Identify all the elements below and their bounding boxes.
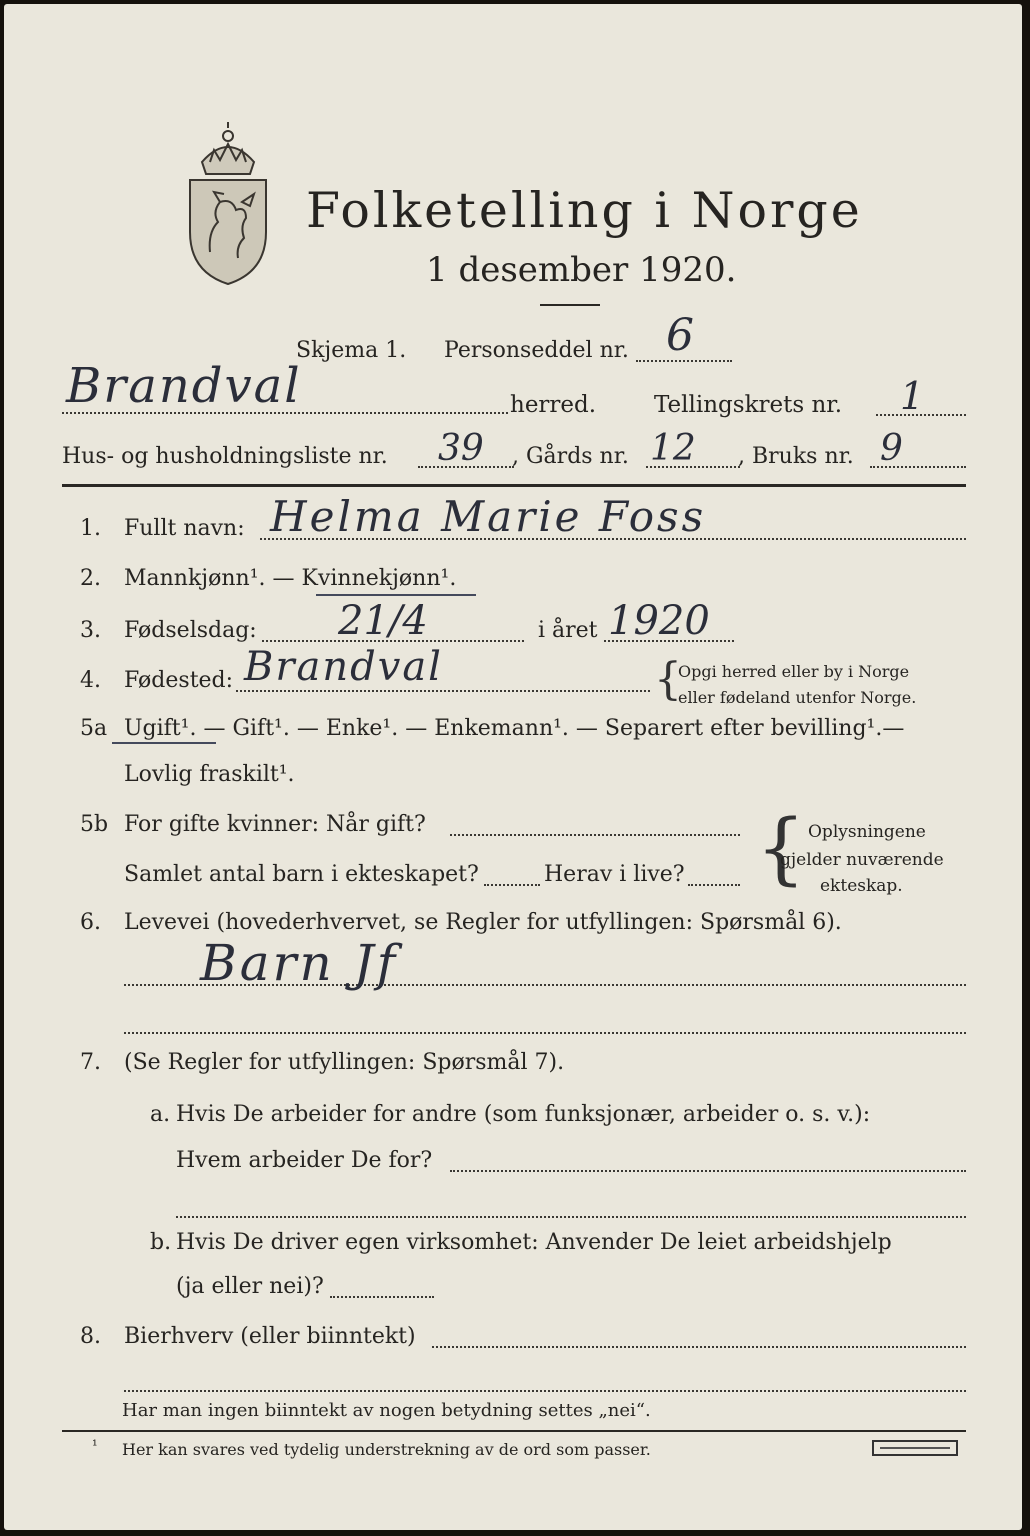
footnote-separator: [62, 1430, 966, 1432]
q5a-label-line2: Lovlig fraskilt¹.: [124, 762, 295, 787]
q5a-number: 5a: [80, 716, 108, 741]
q5b-note-brace: {: [756, 804, 806, 894]
q3-year-label: i året: [538, 618, 598, 643]
q3-label: Fødselsdag:: [124, 618, 257, 643]
q7a-line: [450, 1170, 966, 1172]
bruks-label: , Bruks nr.: [738, 444, 854, 469]
q8-label: Bierhverv (eller biinntekt): [124, 1324, 416, 1349]
census-form-page: [4, 4, 1022, 1530]
header-separator: [62, 484, 966, 487]
footnote-text: Her kan svares ved tydelig understrekning av de ord som passer.: [122, 1440, 651, 1459]
schema-label: Skjema 1.: [296, 338, 407, 363]
herred-value: Brandval: [66, 358, 302, 414]
q5b-label-line1: For gifte kvinner: Når gift?: [124, 812, 426, 837]
q3-year-value: 1920: [608, 598, 710, 644]
q5b-number: 5b: [80, 812, 109, 837]
q5b-note-line1: Oplysningene: [808, 822, 926, 842]
q7-number: 7.: [80, 1050, 101, 1075]
q2-number: 2.: [80, 566, 101, 591]
printer-stamp-icon: [872, 1440, 958, 1456]
q7a-letter: a.: [150, 1102, 171, 1127]
q5b-gift-line: [450, 834, 740, 836]
q5b-note-line2: gjelder nuværende: [780, 850, 944, 870]
title-divider: [540, 304, 600, 306]
personseddel-label: Personseddel nr.: [444, 338, 629, 363]
krets-value: 1: [900, 374, 925, 418]
q4-label: Fødested:: [124, 668, 234, 693]
q7b-line: [330, 1296, 434, 1298]
q7-label: (Se Regler for utfyllingen: Spørsmål 7).: [124, 1050, 565, 1075]
q5b-barn-line: [484, 884, 540, 886]
gards-label: , Gårds nr.: [512, 444, 629, 469]
q3-number: 3.: [80, 618, 101, 643]
q8-extra-line: [124, 1390, 966, 1392]
q3-value: 21/4: [338, 598, 428, 644]
personseddel-value: 6: [666, 310, 694, 361]
q7a-extra-line: [176, 1216, 966, 1218]
q5a-ugift-underline: [112, 742, 216, 744]
nei-note: Har man ingen biinntekt av nogen betydning settes „nei“.: [122, 1400, 651, 1421]
q8-number: 8.: [80, 1324, 101, 1349]
q4-number: 4.: [80, 668, 101, 693]
q4-value: Brandval: [244, 644, 443, 690]
q7a-line2: Hvem arbeider De for?: [176, 1148, 433, 1173]
gards-value: 12: [650, 428, 696, 469]
q5a-label-line1: Ugift¹. — Gift¹. — Enke¹. — Enkemann¹. — Separert efter bevilling¹.—: [124, 716, 905, 741]
herred-label: herred.: [510, 392, 597, 418]
census-date: 1 desember 1920.: [426, 250, 737, 290]
q7b-line2: (ja eller nei)?: [176, 1274, 324, 1299]
q6-line2: [124, 1032, 966, 1034]
bruks-value: 9: [880, 428, 903, 469]
hus-value: 39: [438, 428, 484, 469]
q4-note-line2: eller fødeland utenfor Norge.: [678, 688, 917, 707]
footnote-mark: ¹: [92, 1438, 98, 1454]
q1-value: Helma Marie Foss: [270, 492, 707, 541]
q4-note-brace: {: [654, 654, 682, 705]
norwegian-lion-coat-of-arms-icon: [180, 122, 276, 286]
q8-line: [432, 1346, 966, 1348]
form-title: Folketelling i Norge: [306, 182, 863, 239]
q6-label: Levevei (hovederhvervet, se Regler for utfyllingen: Spørsmål 6).: [124, 910, 842, 935]
q7b-line1: Hvis De driver egen virksomhet: Anvender De leiet arbeidshjelp: [176, 1230, 892, 1255]
hus-label: Hus- og husholdningsliste nr.: [62, 444, 388, 469]
q5b-label-line2b: Herav i live?: [544, 862, 685, 887]
krets-label: Tellingskrets nr.: [654, 392, 843, 418]
q6-value: Barn Jf: [200, 934, 399, 992]
q5b-label-line2a: Samlet antal barn i ekteskapet?: [124, 862, 479, 887]
q4-note-line1: Opgi herred eller by i Norge: [678, 662, 910, 681]
q2-kvinnekjonn-underline: [316, 594, 476, 596]
q7b-letter: b.: [150, 1230, 172, 1255]
q1-number: 1.: [80, 516, 101, 541]
q6-number: 6.: [80, 910, 101, 935]
q1-label: Fullt navn:: [124, 516, 245, 541]
q2-label: Mannkjønn¹. — Kvinnekjønn¹.: [124, 566, 457, 591]
q7a-line1: Hvis De arbeider for andre (som funksjonær, arbeider o. s. v.):: [176, 1102, 871, 1127]
q4-line: [236, 690, 650, 692]
q5b-live-line: [688, 884, 740, 886]
q5b-note-line3: ekteskap.: [820, 876, 903, 896]
